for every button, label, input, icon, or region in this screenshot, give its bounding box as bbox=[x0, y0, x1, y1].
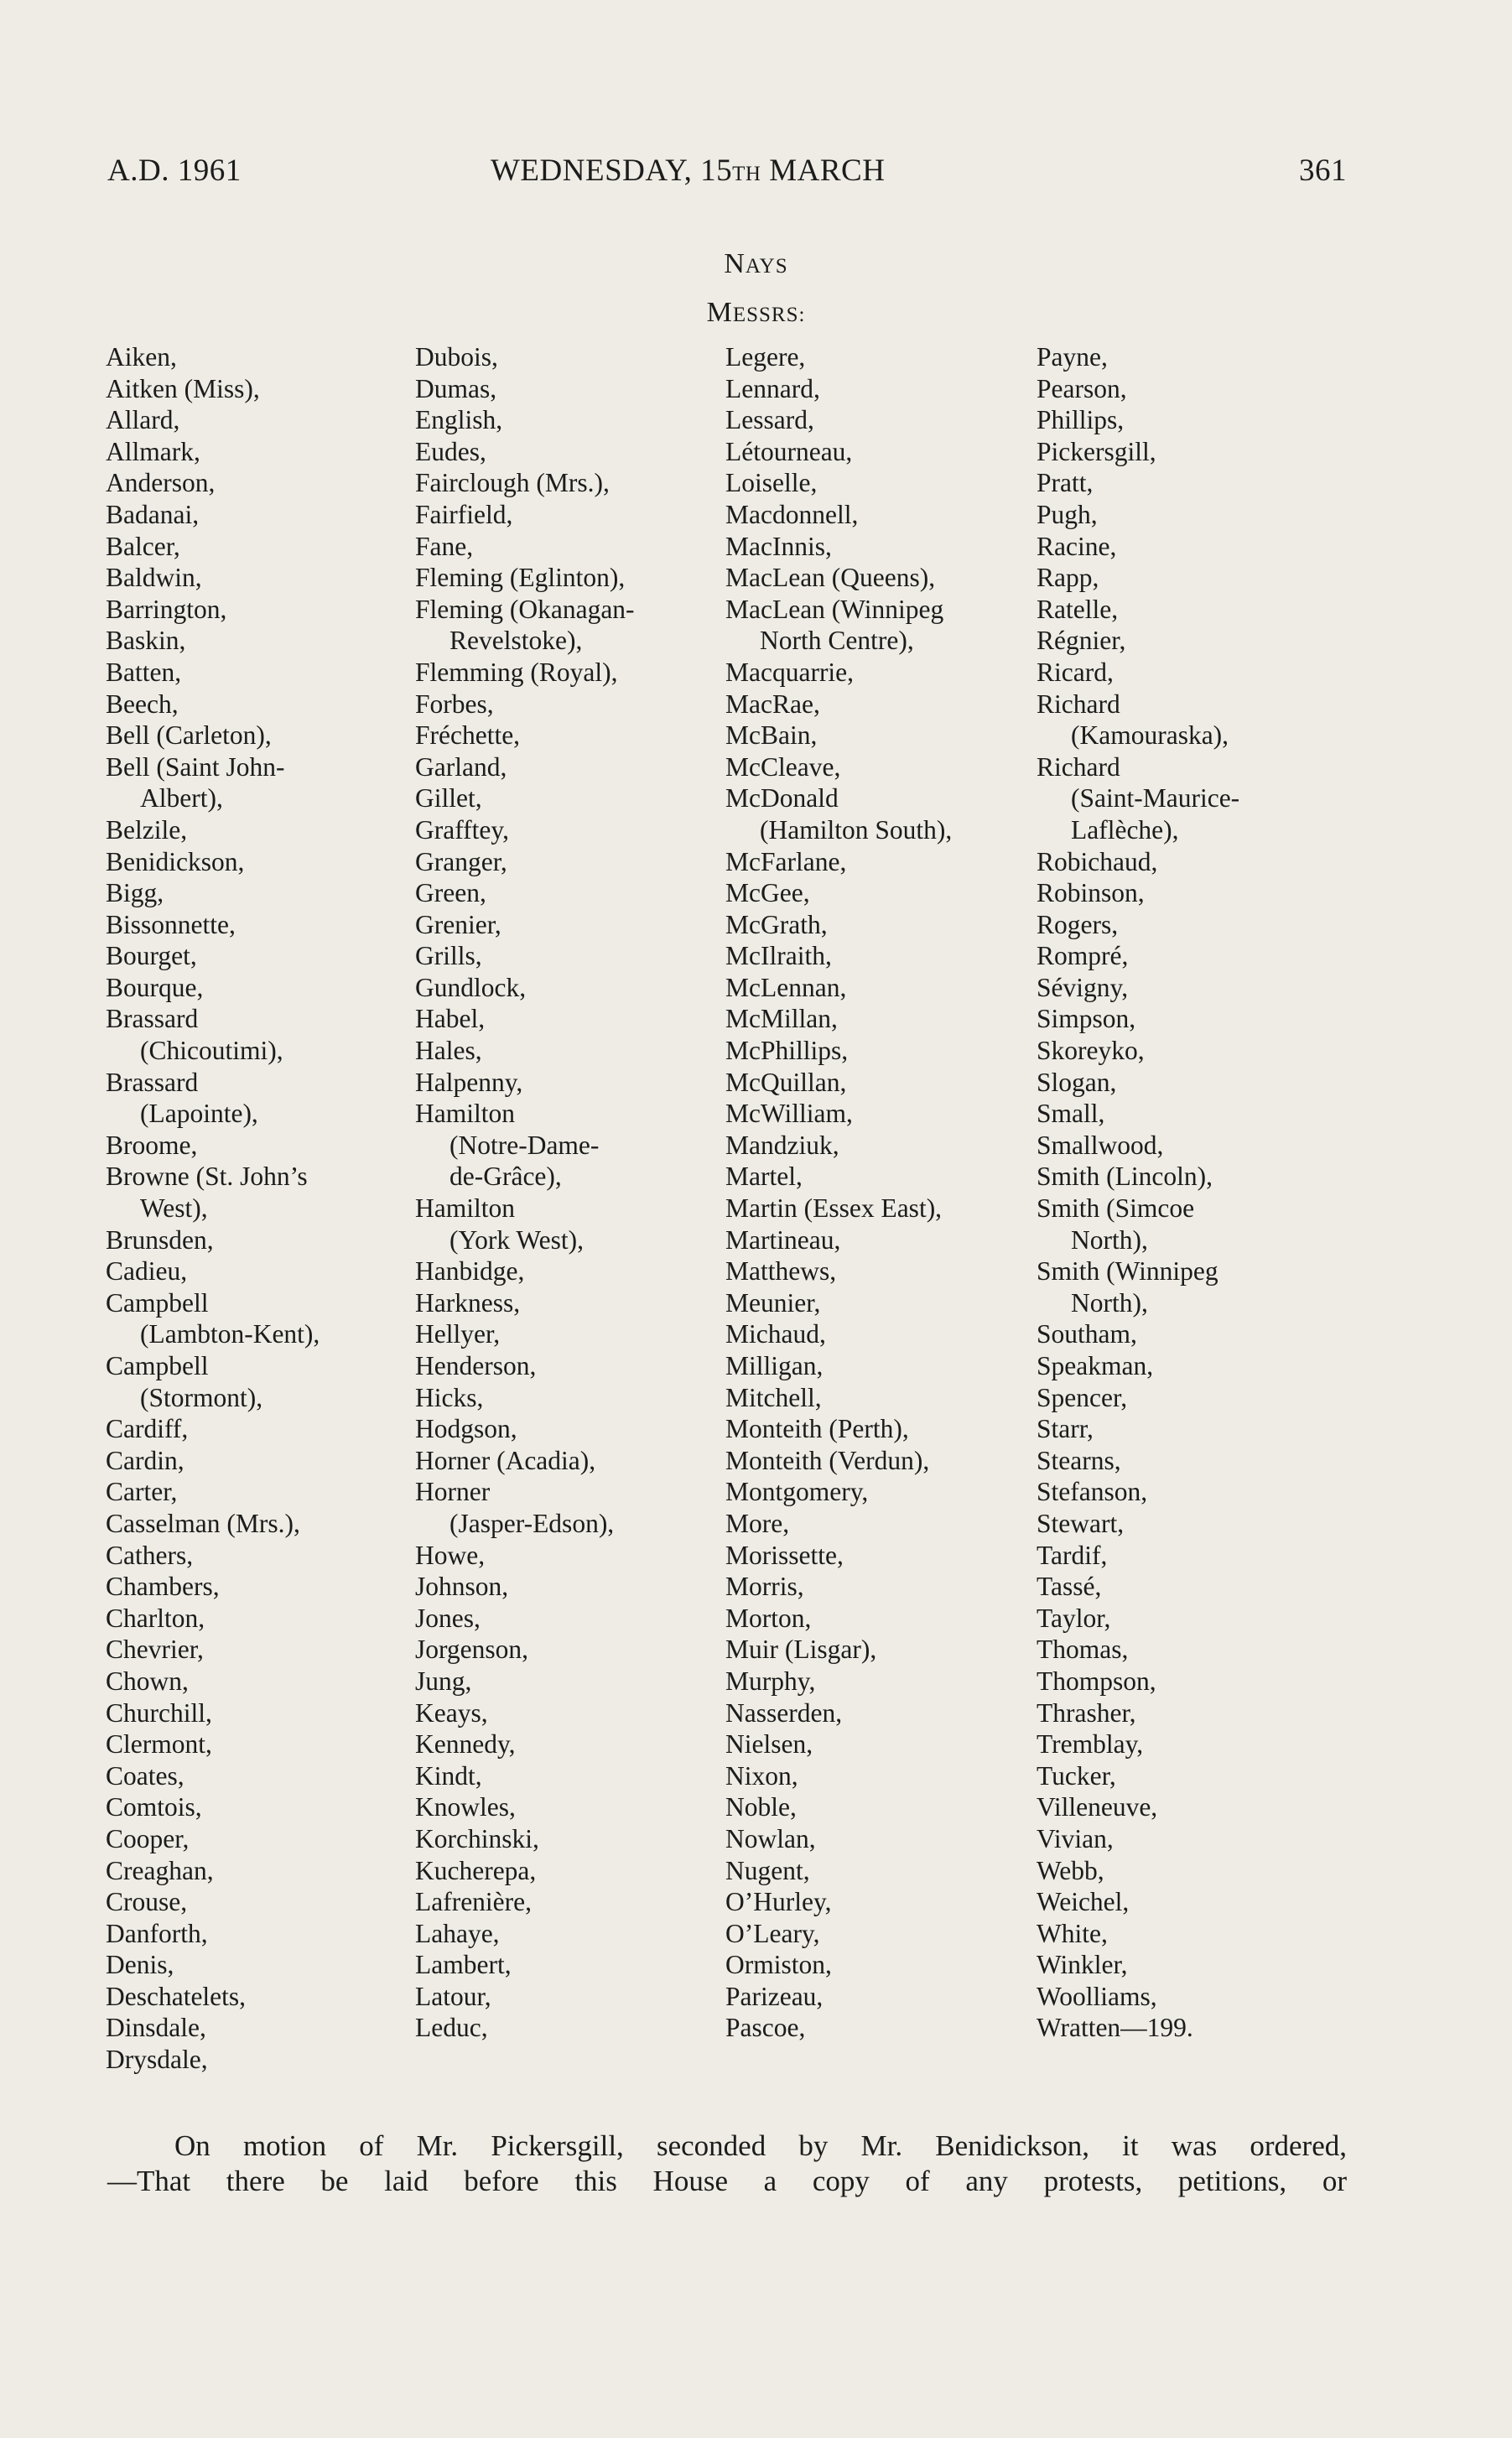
member-entry: Tremblay, bbox=[1037, 1729, 1144, 1760]
member-entry: McBain, bbox=[725, 720, 818, 751]
member-entry: (Lapointe), bbox=[140, 1099, 258, 1129]
member-entry: Forbes, bbox=[415, 689, 494, 719]
member-entry: Noble, bbox=[725, 1792, 797, 1822]
member-entry: Mitchell, bbox=[725, 1382, 822, 1412]
member-entry: Tardif, bbox=[1037, 1540, 1108, 1570]
page-number: 361 bbox=[1299, 153, 1347, 188]
member-entry: Small, bbox=[1037, 1099, 1105, 1129]
member-entry: Jung, bbox=[415, 1666, 472, 1696]
member-entry: Rogers, bbox=[1037, 909, 1119, 939]
member-entry: West), bbox=[140, 1193, 208, 1224]
sitting-date-day: WEDNESDAY, 15 bbox=[491, 153, 733, 188]
member-entry: Clermont, bbox=[106, 1729, 212, 1760]
member-entry: Henderson, bbox=[415, 1351, 537, 1380]
member-entry: Pearson, bbox=[1037, 373, 1127, 403]
member-entry: Dinsdale, bbox=[106, 2013, 206, 2043]
member-entry: Chevrier, bbox=[106, 1635, 204, 1665]
member-entry: English, bbox=[415, 405, 503, 435]
member-entry: Crouse, bbox=[106, 1887, 188, 1917]
member-entry: Rapp, bbox=[1037, 563, 1099, 593]
member-entry: Casselman (Mrs.), bbox=[106, 1508, 300, 1538]
member-entry: Creaghan, bbox=[106, 1855, 214, 1885]
member-entry: Badanai, bbox=[106, 499, 200, 529]
member-entry: Nixon, bbox=[725, 1760, 798, 1791]
member-entry: Revelstoke), bbox=[449, 626, 583, 656]
member-entry: Fleming (Eglinton), bbox=[415, 563, 626, 593]
member-entry: Hamilton bbox=[415, 1193, 515, 1224]
member-entry: Cardiff, bbox=[106, 1414, 189, 1444]
member-column-3 bbox=[725, 341, 1036, 2044]
member-entry: Lahaye, bbox=[415, 1918, 500, 1948]
member-entry: O’Leary, bbox=[725, 1918, 820, 1948]
member-entry: Morton, bbox=[725, 1603, 812, 1633]
member-entry: Spencer, bbox=[1037, 1382, 1128, 1412]
member-entry: Slogan, bbox=[1037, 1067, 1117, 1097]
member-entry: Fréchette, bbox=[415, 720, 521, 751]
member-entry: Broome, bbox=[106, 1130, 198, 1160]
member-entry: Horner (Acadia), bbox=[415, 1445, 596, 1475]
member-entry: Fleming (Okanagan- bbox=[415, 594, 635, 624]
member-entry: Jones, bbox=[415, 1603, 481, 1633]
section-subtitle bbox=[0, 297, 1512, 329]
member-entry: (Jasper-Edson), bbox=[449, 1508, 615, 1538]
member-entry: Richard bbox=[1037, 689, 1120, 719]
member-entry: Gundlock, bbox=[415, 972, 527, 1002]
member-entry: Smith (Winnipeg bbox=[1037, 1256, 1218, 1287]
member-entry: Horner bbox=[415, 1477, 491, 1507]
section-subtitle-rest: ESSRS: bbox=[732, 304, 806, 326]
member-entry: McGrath, bbox=[725, 909, 828, 939]
member-entry: Matthews, bbox=[725, 1256, 837, 1287]
member-entry: Grafftey, bbox=[415, 814, 509, 845]
member-entry: Ratelle, bbox=[1037, 594, 1119, 624]
member-entry: Nugent, bbox=[725, 1855, 810, 1885]
section-title-rest: AYS bbox=[745, 255, 788, 278]
member-entry: Bigg, bbox=[106, 878, 164, 908]
member-entry: Pugh, bbox=[1037, 499, 1098, 529]
member-entry: Phillips, bbox=[1037, 405, 1125, 435]
member-entry: Anderson, bbox=[106, 468, 216, 498]
member-entry: Hanbidge, bbox=[415, 1256, 525, 1287]
member-entry: Latour, bbox=[415, 1981, 491, 2011]
member-entry: Montgomery, bbox=[725, 1477, 869, 1507]
member-entry: Dumas, bbox=[415, 373, 497, 403]
member-entry: Thomas, bbox=[1037, 1635, 1129, 1665]
member-entry: More, bbox=[725, 1508, 790, 1538]
member-entry: Brunsden, bbox=[106, 1224, 214, 1255]
member-entry: Stearns, bbox=[1037, 1445, 1121, 1475]
member-entry: Meunier, bbox=[725, 1287, 821, 1318]
member-entry: Grenier, bbox=[415, 909, 501, 939]
member-entry: Stewart, bbox=[1037, 1508, 1125, 1538]
member-entry: McPhillips, bbox=[725, 1036, 849, 1066]
member-entry: Brassard bbox=[106, 1004, 199, 1034]
member-entry: Chambers, bbox=[106, 1572, 220, 1602]
member-entry: Aitken (Miss), bbox=[106, 373, 260, 403]
member-entry: Leduc, bbox=[415, 2013, 488, 2043]
member-entry: (Stormont), bbox=[140, 1382, 263, 1412]
member-entry: Bissonnette, bbox=[106, 909, 236, 939]
member-entry: Racine, bbox=[1037, 531, 1117, 561]
member-entry: Laflèche), bbox=[1071, 814, 1179, 845]
member-entry: Martin (Essex East), bbox=[725, 1193, 943, 1224]
member-entry: Campbell bbox=[106, 1351, 209, 1380]
member-entry: Pratt, bbox=[1037, 468, 1094, 498]
member-entry: Simpson, bbox=[1037, 1004, 1136, 1034]
member-entry: Stefanson, bbox=[1037, 1477, 1148, 1507]
member-entry: Barrington, bbox=[106, 594, 227, 624]
member-entry: Denis, bbox=[106, 1950, 174, 1980]
member-entry: McGee, bbox=[725, 878, 810, 908]
member-entry: Cadieu, bbox=[106, 1256, 188, 1287]
member-entry: Jorgenson, bbox=[415, 1635, 529, 1665]
member-entry: Danforth, bbox=[106, 1918, 208, 1948]
member-entry: Mandziuk, bbox=[725, 1130, 839, 1160]
member-entry: Fairfield, bbox=[415, 499, 513, 529]
member-entry: Kennedy, bbox=[415, 1729, 516, 1760]
member-entry: Cathers, bbox=[106, 1540, 194, 1570]
member-entry: MacRae, bbox=[725, 689, 820, 719]
member-entry: Sévigny, bbox=[1037, 972, 1129, 1002]
member-entry: Bell (Saint John- bbox=[106, 751, 285, 782]
section-subtitle-initial: M bbox=[706, 297, 733, 328]
member-entry: Villeneuve, bbox=[1037, 1792, 1158, 1822]
member-entry: Baskin, bbox=[106, 626, 186, 656]
member-entry: Lafrenière, bbox=[415, 1887, 533, 1917]
member-entry: Cardin, bbox=[106, 1445, 184, 1475]
member-entry: Régnier, bbox=[1037, 626, 1126, 656]
motion-line-2: —That there be laid before this House a copy of any protests, petitions, or bbox=[107, 2165, 1347, 2197]
member-entry: McFarlane, bbox=[725, 846, 847, 876]
member-entry: Korchinski, bbox=[415, 1823, 539, 1853]
member-entry: Lessard, bbox=[725, 405, 814, 435]
member-entry: Loiselle, bbox=[725, 468, 818, 498]
member-entry: Robinson, bbox=[1037, 878, 1145, 908]
sitting-date bbox=[491, 153, 885, 189]
member-entry: de-Grâce), bbox=[449, 1162, 562, 1192]
member-entry: Speakman, bbox=[1037, 1351, 1154, 1380]
member-entry: Muir (Lisgar), bbox=[725, 1635, 877, 1665]
member-entry: Hales, bbox=[415, 1036, 482, 1066]
member-entry: Hellyer, bbox=[415, 1319, 501, 1349]
sitting-date-month: MARCH bbox=[761, 153, 886, 188]
member-entry: MacLean (Winnipeg bbox=[725, 594, 944, 624]
member-entry: Wratten—199. bbox=[1037, 2013, 1193, 2043]
member-entry: Robichaud, bbox=[1037, 846, 1158, 876]
member-entry: McMillan, bbox=[725, 1004, 838, 1034]
member-entry: Chown, bbox=[106, 1666, 189, 1696]
member-entry: Keays, bbox=[415, 1697, 488, 1728]
member-entry: Hicks, bbox=[415, 1382, 484, 1412]
member-column-2 bbox=[415, 341, 725, 2044]
member-entry: McLennan, bbox=[725, 972, 847, 1002]
member-entry: Payne, bbox=[1037, 342, 1108, 372]
member-entry: Benidickson, bbox=[106, 846, 245, 876]
member-entry: Pascoe, bbox=[725, 2013, 806, 2043]
member-entry: McDonald bbox=[725, 783, 839, 814]
member-entry: Martel, bbox=[725, 1162, 803, 1192]
member-entry: McCleave, bbox=[725, 751, 841, 782]
member-entry: Beech, bbox=[106, 689, 179, 719]
member-entry: Lennard, bbox=[725, 373, 820, 403]
member-entry: Legere, bbox=[725, 342, 806, 372]
member-entry: Nasserden, bbox=[725, 1697, 843, 1728]
member-column-1 bbox=[106, 341, 416, 2076]
member-entry: Michaud, bbox=[725, 1319, 826, 1349]
member-entry: Knowles, bbox=[415, 1792, 516, 1822]
member-entry: Rompré, bbox=[1037, 941, 1129, 971]
member-entry: (York West), bbox=[449, 1224, 584, 1255]
member-entry: (Kamouraska), bbox=[1071, 720, 1229, 751]
member-entry: Kindt, bbox=[415, 1760, 482, 1791]
member-entry: O’Hurley, bbox=[725, 1887, 832, 1917]
member-entry: Bell (Carleton), bbox=[106, 720, 272, 751]
member-entry: North), bbox=[1071, 1287, 1148, 1318]
member-entry: Allmark, bbox=[106, 436, 200, 466]
page-header bbox=[107, 153, 1347, 195]
motion-paragraph bbox=[107, 2129, 1347, 2199]
member-entry: McWilliam, bbox=[725, 1099, 853, 1129]
member-column-4 bbox=[1037, 341, 1347, 2044]
member-entry: Parizeau, bbox=[725, 1981, 824, 2011]
member-entry: Deschatelets, bbox=[106, 1981, 247, 2011]
member-entry: Comtois, bbox=[106, 1792, 202, 1822]
member-entry: Albert), bbox=[140, 783, 223, 814]
member-entry: Macquarrie, bbox=[725, 657, 855, 687]
member-entry: Nowlan, bbox=[725, 1823, 816, 1853]
member-entry: Browne (St. John’s bbox=[106, 1162, 308, 1192]
member-entry: Winkler, bbox=[1037, 1950, 1128, 1980]
member-entry: Eudes, bbox=[415, 436, 486, 466]
motion-line-1: On motion of Mr. Pickersgill, seconded by Mr. Benidickson, it was ordered, bbox=[174, 2129, 1347, 2162]
member-entry: Monteith (Perth), bbox=[725, 1414, 909, 1444]
member-entry: Lambert, bbox=[415, 1950, 512, 1980]
member-entry: Smith (Simcoe bbox=[1037, 1193, 1195, 1224]
section-title bbox=[0, 248, 1512, 280]
member-entry: Thrasher, bbox=[1037, 1697, 1136, 1728]
sitting-date-ordinal: TH bbox=[732, 163, 761, 185]
member-entry: Skoreyko, bbox=[1037, 1036, 1145, 1066]
member-entry: Ormiston, bbox=[725, 1950, 832, 1980]
member-entry: Milligan, bbox=[725, 1351, 824, 1380]
member-entry: Smallwood, bbox=[1037, 1130, 1164, 1160]
member-entry: Belzile, bbox=[106, 814, 188, 845]
member-entry: Webb, bbox=[1037, 1855, 1104, 1885]
member-entry: Howe, bbox=[415, 1540, 486, 1570]
member-entry: Tucker, bbox=[1037, 1760, 1116, 1791]
member-entry: Aiken, bbox=[106, 342, 177, 372]
member-entry: Bourque, bbox=[106, 972, 204, 1002]
section-title-initial: N bbox=[724, 248, 746, 279]
member-entry: Ricard, bbox=[1037, 657, 1114, 687]
member-entry: Grills, bbox=[415, 941, 482, 971]
member-entry: MacInnis, bbox=[725, 531, 832, 561]
member-entry: Vivian, bbox=[1037, 1823, 1114, 1853]
member-entry: North Centre), bbox=[760, 626, 914, 656]
member-entry: McQuillan, bbox=[725, 1067, 847, 1097]
member-entry: Morissette, bbox=[725, 1540, 844, 1570]
member-entry: Monteith (Verdun), bbox=[725, 1445, 930, 1475]
member-entry: Taylor, bbox=[1037, 1603, 1111, 1633]
journal-year: A.D. 1961 bbox=[107, 153, 242, 188]
member-entry: Nielsen, bbox=[725, 1729, 813, 1760]
member-entry: Southam, bbox=[1037, 1319, 1137, 1349]
member-entry: McIlraith, bbox=[725, 941, 832, 971]
member-entry: Garland, bbox=[415, 751, 507, 782]
member-entry: Bourget, bbox=[106, 941, 197, 971]
member-entry: Martineau, bbox=[725, 1224, 841, 1255]
member-entry: (Saint-Maurice- bbox=[1071, 783, 1240, 814]
member-entry: Drysdale, bbox=[106, 2045, 208, 2075]
member-entry: Murphy, bbox=[725, 1666, 816, 1696]
member-entry: (Notre-Dame- bbox=[449, 1130, 600, 1160]
member-entry: Churchill, bbox=[106, 1697, 212, 1728]
member-entry: Harkness, bbox=[415, 1287, 521, 1318]
member-entry: (Chicoutimi), bbox=[140, 1036, 283, 1066]
member-entry: Richard bbox=[1037, 751, 1120, 782]
member-entry: White, bbox=[1037, 1918, 1108, 1948]
member-entry: Létourneau, bbox=[725, 436, 853, 466]
member-entry: Charlton, bbox=[106, 1603, 205, 1633]
member-entry: Weichel, bbox=[1037, 1887, 1130, 1917]
member-entry: Cooper, bbox=[106, 1823, 190, 1853]
member-entry: Allard, bbox=[106, 405, 180, 435]
member-entry: Macdonnell, bbox=[725, 499, 859, 529]
member-entry: Pickersgill, bbox=[1037, 436, 1156, 466]
member-entry: Baldwin, bbox=[106, 563, 202, 593]
member-entry: Granger, bbox=[415, 846, 507, 876]
member-entry: Thompson, bbox=[1037, 1666, 1156, 1696]
member-entry: Halpenny, bbox=[415, 1067, 523, 1097]
member-entry: Starr, bbox=[1037, 1414, 1094, 1444]
member-entry: Batten, bbox=[106, 657, 182, 687]
member-entry: Dubois, bbox=[415, 342, 498, 372]
member-entry: Hamilton bbox=[415, 1099, 515, 1129]
member-entry: Johnson, bbox=[415, 1572, 509, 1602]
member-entry: Campbell bbox=[106, 1287, 209, 1318]
member-entry: North), bbox=[1071, 1224, 1148, 1255]
member-entry: (Lambton-Kent), bbox=[140, 1319, 320, 1349]
member-entry: Coates, bbox=[106, 1760, 184, 1791]
member-entry: Habel, bbox=[415, 1004, 486, 1034]
member-entry: Woolliams, bbox=[1037, 1981, 1157, 2011]
member-entry: Balcer, bbox=[106, 531, 180, 561]
member-entry: Hodgson, bbox=[415, 1414, 517, 1444]
member-entry: Gillet, bbox=[415, 783, 482, 814]
member-entry: Carter, bbox=[106, 1477, 178, 1507]
member-entry: Fane, bbox=[415, 531, 474, 561]
member-entry: Green, bbox=[415, 878, 486, 908]
member-entry: MacLean (Queens), bbox=[725, 563, 936, 593]
member-entry: Fairclough (Mrs.), bbox=[415, 468, 610, 498]
member-entry: Brassard bbox=[106, 1067, 199, 1097]
member-entry: (Hamilton South), bbox=[760, 814, 953, 845]
nays-member-list bbox=[106, 341, 1347, 2086]
member-entry: Smith (Lincoln), bbox=[1037, 1162, 1213, 1192]
member-entry: Flemming (Royal), bbox=[415, 657, 618, 687]
member-entry: Tassé, bbox=[1037, 1572, 1102, 1602]
member-entry: Kucherepa, bbox=[415, 1855, 537, 1885]
member-entry: Morris, bbox=[725, 1572, 804, 1602]
